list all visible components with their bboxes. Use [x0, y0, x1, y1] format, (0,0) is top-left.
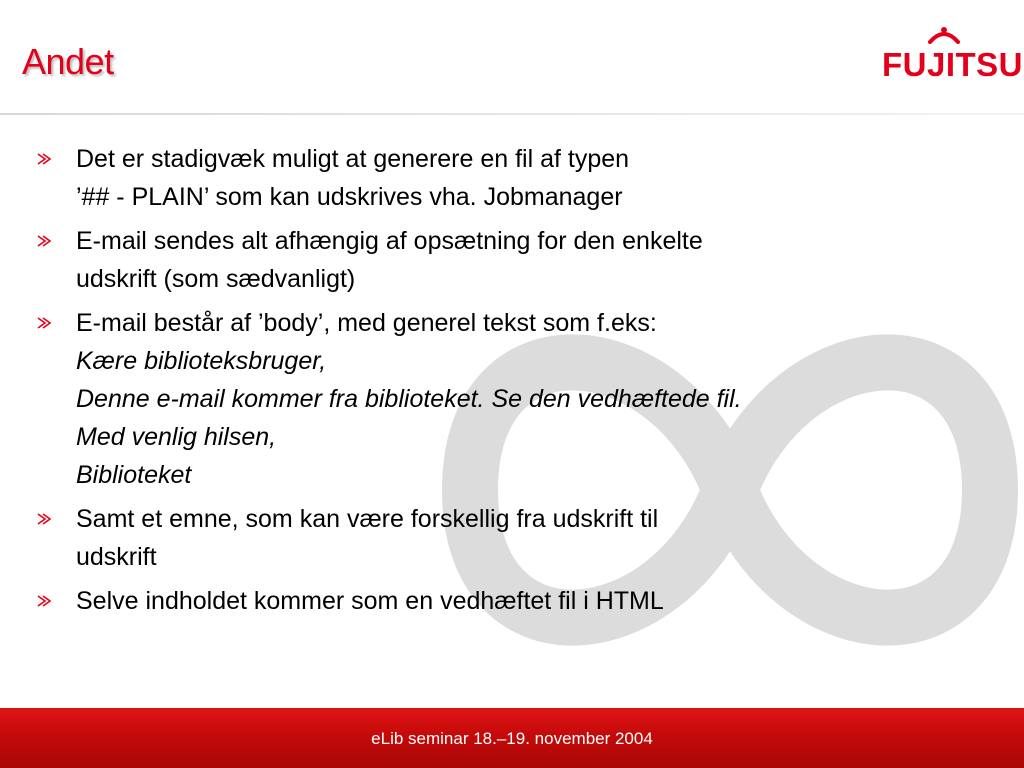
bullet-item [34, 582, 1004, 620]
bullet-item [34, 140, 1004, 216]
bullet-arrow-icon [34, 509, 54, 529]
bullet-arrow-icon [34, 313, 54, 333]
bullet-line: E-mail sendes alt afhængig af opsætning for den enkelte [76, 227, 703, 255]
fujitsu-logo [882, 26, 1024, 90]
logo-arc-icon [924, 24, 964, 46]
bullet-line: E-mail består af ’body’, med generel tekst som f.eks: [76, 309, 657, 337]
bullet-line: Biblioteket [76, 461, 192, 489]
footer-bar [0, 708, 1024, 768]
bullet-arrow-icon [34, 231, 54, 251]
bullet-list [34, 140, 1004, 626]
bullet-line: Selve indholdet kommer som en vedhæftet fil i HTML [76, 587, 664, 615]
logo-text: FUJITSU [882, 46, 1024, 83]
slide-title: Andet [22, 41, 114, 82]
bullet-line: Kære biblioteksbruger, [76, 347, 327, 375]
bullet-arrow-icon [34, 149, 54, 169]
bullet-line: ’## - PLAIN’ som kan udskrives vha. Jobmanager [76, 183, 623, 211]
bullet-line: Denne e-mail kommer fra biblioteket. Se den vedhæftede fil. [76, 385, 742, 413]
footer-text: eLib seminar 18.–19. november 2004 [371, 729, 653, 748]
bullet-line: udskrift [76, 543, 157, 571]
bullet-item [34, 222, 1004, 298]
bullet-item [34, 304, 1004, 494]
bullet-line: Samt et emne, som kan være forskellig fra udskrift til [76, 505, 659, 533]
bullet-item [34, 500, 1004, 576]
bullet-arrow-icon [34, 591, 54, 611]
bullet-line: udskrift (som sædvanligt) [76, 265, 356, 293]
bullet-line: Det er stadigvæk muligt at generere en fil af typen [76, 145, 630, 173]
bullet-line: Med venlig hilsen, [76, 423, 277, 451]
title-divider [0, 113, 1024, 115]
